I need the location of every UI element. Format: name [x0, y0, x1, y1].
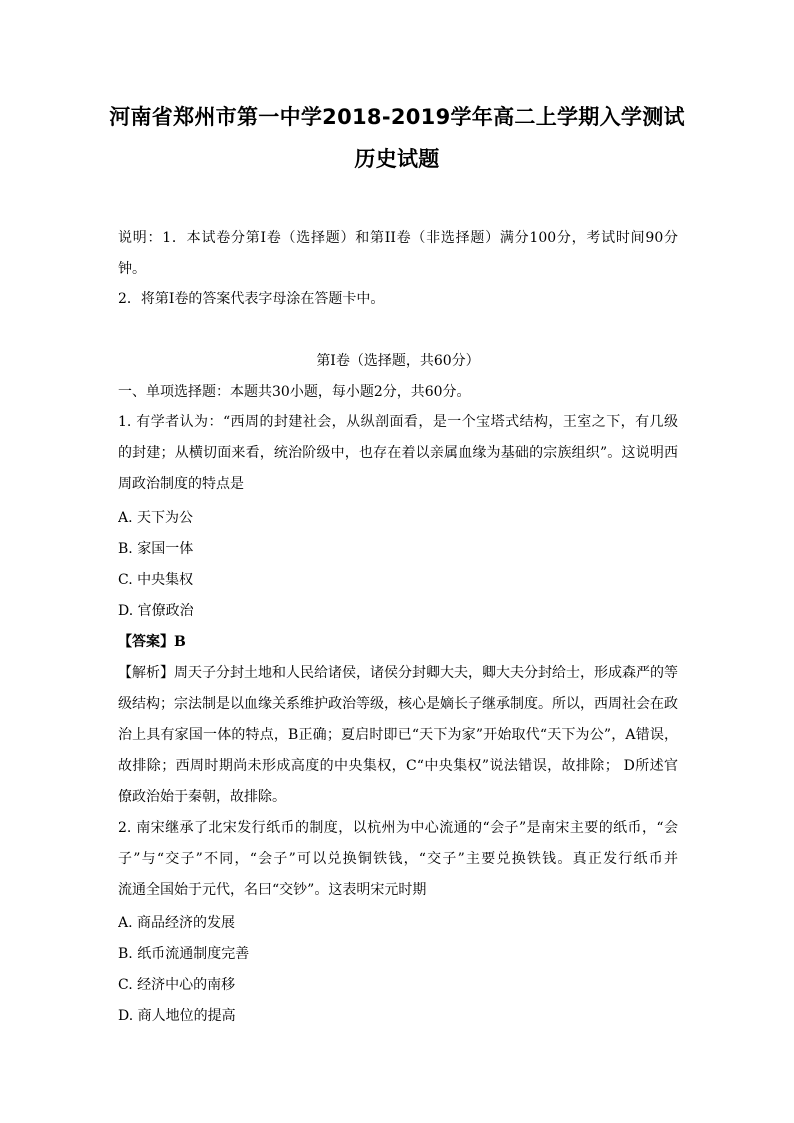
instructions-line-1: 说明：1．本试卷分第I卷（选择题）和第II卷（非选择题）满分100分，考试时间90分 [118, 230, 678, 246]
question-1-analysis-line-1: 【解析】周天子分封土地和人民给诸侯，诸侯分封卿大夫，卿大夫分封给士，形成森严的等 [118, 665, 678, 681]
question-2-stem-line-1: 2. 南宋继承了北宋发行纸币的制度，以杭州为中心流通的“会子”是南宋主要的纸币，“会 [118, 820, 678, 836]
instructions-line-2: 钟。 [118, 261, 146, 277]
question-2-option-c: C. 经济中心的南移 [118, 977, 236, 993]
question-2-stem-line-2: 子”与“交子”不同，“会子”可以兑换铜铁钱，“交子”主要兑换铁钱。真正发行纸币并 [118, 851, 678, 867]
question-1-option-c: C. 中央集权 [118, 572, 194, 588]
question-1-stem-line-2: 的封建；从横切面来看，统治阶级中，也存在着以亲属血缘为基础的宗族组织”。这说明西 [118, 445, 678, 461]
question-1-option-a: A. 天下为公 [118, 510, 194, 526]
question-2-stem-line-3: 流通全国始于元代，名曰“交钞”。这表明宋元时期 [118, 882, 427, 898]
question-1-answer: 【答案】B [118, 634, 186, 650]
section-heading: 第I卷（选择题，共60分） [316, 353, 480, 369]
question-1-option-d: D. 官僚政治 [118, 603, 194, 619]
question-1-analysis-line-3: 治上具有家国一体的特点，B正确；夏启时即已“天下为家”开始取代“天下为公”，A错误， [118, 727, 678, 743]
instructions-line-3: 2．将第I卷的答案代表字母涂在答题卡中。 [118, 291, 385, 307]
question-2-option-d: D. 商人地位的提高 [118, 1008, 236, 1024]
question-2-option-a: A. 商品经济的发展 [118, 915, 236, 931]
question-1-analysis-line-5: 僚政治始于秦朝，故排除。 [118, 789, 286, 805]
question-1-stem-line-3: 周政治制度的特点是 [118, 476, 244, 492]
question-1-analysis-line-2: 级结构；宗法制是以血缘关系维护政治等级，核心是嫡长子继承制度。所以，西周社会在政 [118, 696, 678, 712]
document-title: 河南省郑州市第一中学2018-2019学年高二上学期入学测试 [109, 105, 685, 129]
question-2-option-b: B. 纸币流通制度完善 [118, 946, 250, 962]
part-heading: 一、单项选择题：本题共30小题，每小题2分，共60分。 [118, 384, 471, 400]
question-1-stem-line-1: 1. 有学者认为：“西周的封建社会，从纵剖面看，是一个宝塔式结构，王室之下，有几级 [118, 414, 678, 430]
document-subtitle: 历史试题 [354, 147, 440, 171]
question-1-option-b: B. 家国一体 [118, 541, 194, 557]
question-1-analysis-line-4: 故排除；西周时期尚未形成高度的中央集权，C“中央集权”说法错误，故排除； D所述官 [118, 758, 678, 774]
